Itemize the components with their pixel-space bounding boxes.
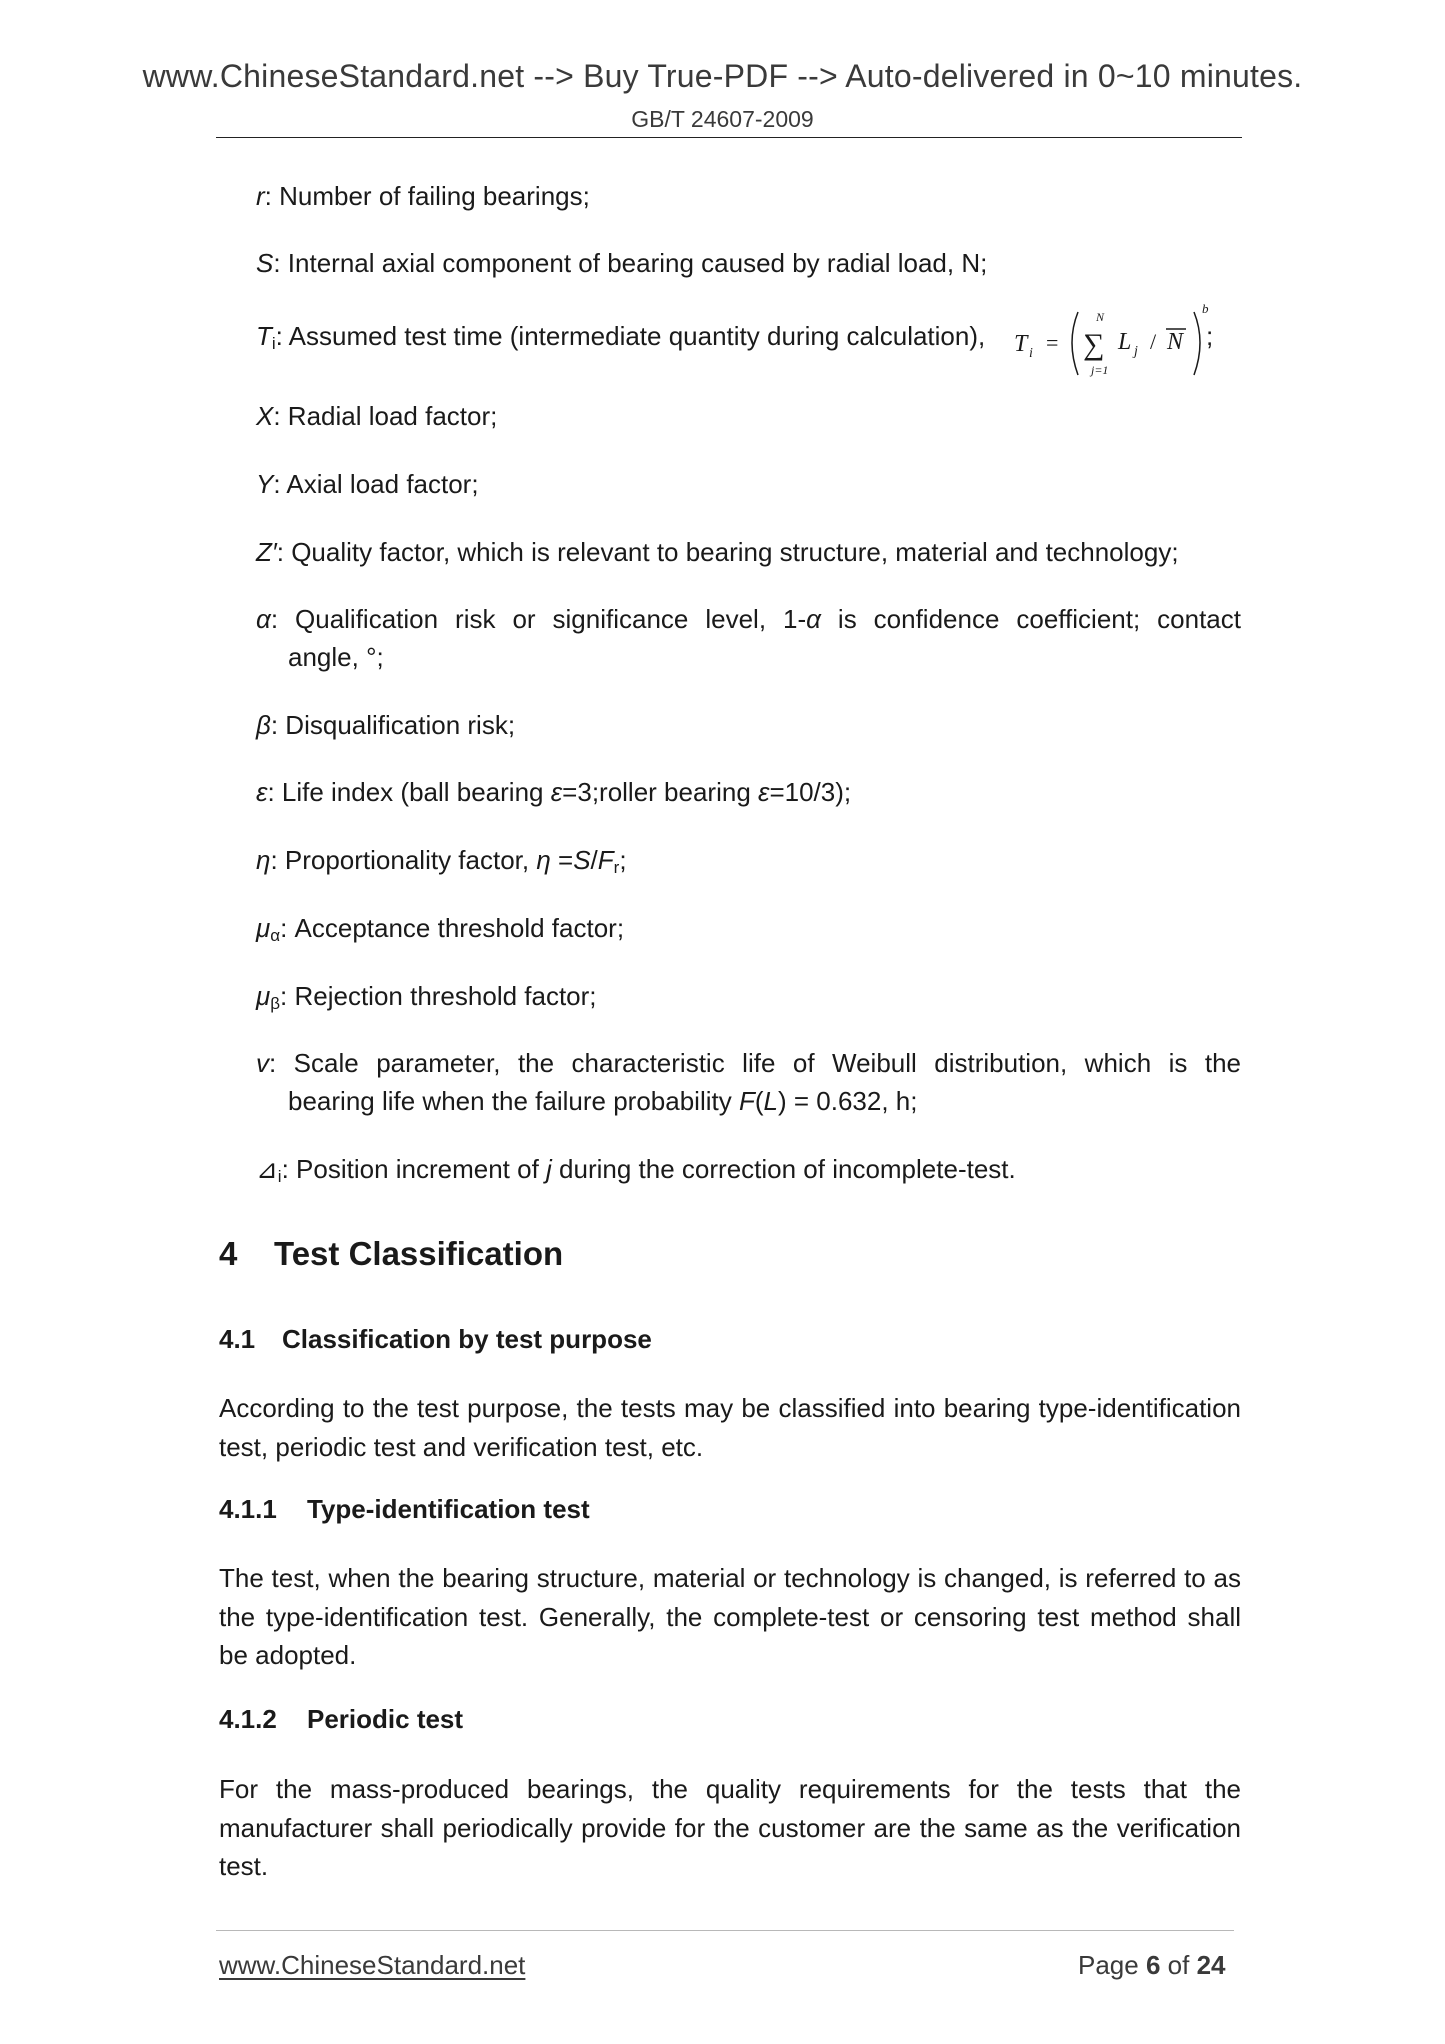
symbol-description: : Radial load factor; (273, 401, 498, 431)
symbol-item-v (256, 1044, 1241, 1120)
formula-mean: N (1167, 329, 1184, 355)
section-title: Classification by test purpose (282, 1324, 652, 1354)
symbol-description: : Number of failing bearings; (264, 181, 590, 211)
header-banner: www.ChineseStandard.net --> Buy True-PDF --> Auto-delivered in 0~10 minutes. (142, 58, 1303, 94)
continuation-text: ) = 0.632, h; (777, 1086, 918, 1116)
symbol-item-epsilon (256, 773, 1241, 811)
symbol-item-mu-beta (256, 977, 1241, 1023)
paragraph-4-1-2: For the mass-produced bearings, the quality requirements for the tests that the manufacturer shall periodically provide for the customer are the same as the verification test. (219, 1774, 1241, 1881)
symbol-item-alpha (256, 600, 1241, 676)
symbol-description: : Internal axial component of bearing caused by radial load, N; (273, 248, 988, 278)
section-heading-4 (219, 1235, 563, 1273)
symbol-name: α (256, 604, 271, 634)
page-of: of (1160, 1950, 1197, 1980)
continuation-text: bearing life when the failure probability (288, 1086, 739, 1116)
symbol-name: r (256, 181, 265, 211)
section-heading-4-1-2 (219, 1704, 463, 1735)
symbol-name: ⊿ (256, 1154, 278, 1184)
symbol-description: : Quality factor, which is relevant to bearing structure, material and technology; (276, 537, 1179, 567)
symbol-subscript: r (613, 858, 620, 877)
paragraph-4-1: According to the test purpose, the tests may be classified into bearing type-identification test, periodic test and verification test, etc. (219, 1393, 1241, 1462)
section-number: 4.1 (219, 1324, 256, 1354)
symbol-name: Z′ (256, 537, 277, 567)
section-number: 4.1.1 (219, 1494, 277, 1524)
symbol-value: = (550, 845, 574, 875)
section-number: 4.1.2 (219, 1704, 277, 1734)
formula-divide: / (1150, 329, 1157, 354)
symbol-subscript: α (270, 926, 281, 945)
symbol-inline: j (546, 1154, 552, 1184)
symbol-item-beta (256, 706, 1241, 744)
section-heading-4-1 (219, 1324, 652, 1355)
symbol-subscript: i (277, 1167, 282, 1186)
symbol-item-z (256, 533, 1241, 571)
footer-site-link[interactable]: www.ChineseStandard.net (219, 1950, 526, 1980)
formula-lhs: T (1014, 331, 1028, 357)
symbol-inline: F (738, 1086, 755, 1116)
symbol-description: : Axial load factor; (273, 469, 479, 499)
symbol-inline: L (763, 1086, 778, 1116)
symbol-description: : Scale parameter, the characteristic life of Weibull distribution, which is the (269, 1048, 1241, 1078)
symbol-name: μ (256, 981, 271, 1011)
symbol-item-mu-alpha (256, 909, 1241, 955)
symbol-description: : Qualification risk or significance level, 1- (270, 604, 807, 634)
section-title: Test Classification (274, 1235, 564, 1272)
section-title: Periodic test (307, 1704, 464, 1734)
footer-divider (216, 1930, 1234, 1931)
symbol-item-y (256, 465, 1241, 503)
symbol-inline: ε (550, 777, 563, 807)
symbol-name: β (256, 710, 271, 740)
symbol-name: T (256, 321, 272, 351)
symbol-item-r (256, 177, 1241, 215)
symbol-value: =10/3); (769, 777, 852, 807)
continuation-text: ( (754, 1086, 764, 1116)
symbol-inline: F (597, 845, 614, 875)
page-indicator (1078, 1950, 1225, 1981)
symbol-name: η (256, 845, 271, 875)
paragraph-4-1-1: The test, when the bearing structure, material or technology is changed, is referred to as the type-identification test. Generally, the complete-test or censoring test method shall be adopted. (219, 1563, 1241, 1670)
symbol-name: ε (256, 777, 268, 807)
formula-equals: = (1046, 330, 1059, 355)
section-title: Type-identification test (307, 1494, 590, 1524)
section-heading-4-1-1 (219, 1494, 590, 1525)
right-paren-icon (1194, 312, 1200, 375)
symbol-item-delta (256, 1150, 1241, 1196)
symbol-description: : Disqualification risk; (270, 710, 516, 740)
symbol-value: ; (619, 845, 627, 875)
formula-exponent: b (1202, 301, 1209, 316)
page-total: 24 (1196, 1950, 1226, 1980)
formula-sum-top: N (1096, 310, 1105, 324)
symbol-name: Y (256, 469, 274, 499)
symbol-description: : Position increment of (281, 1154, 547, 1184)
formula-lhs-sub: i (1029, 346, 1033, 361)
formula-terminator: ; (1206, 321, 1214, 351)
formula-sum-bottom: j=1 (1091, 363, 1109, 377)
header-divider (216, 137, 1242, 138)
ti-formula (1010, 297, 1220, 387)
symbol-description: : Proportionality factor, (270, 845, 537, 875)
symbol-value: =3;roller bearing (562, 777, 759, 807)
symbol-item-ti (256, 317, 1006, 363)
standard-code: GB/T 24607-2009 (631, 106, 814, 132)
sum-icon: ∑ (1083, 328, 1105, 361)
symbol-description: : Rejection threshold factor; (280, 981, 597, 1011)
symbol-description-cont: is confidence coefficient; contact (820, 604, 1241, 634)
symbol-name: v (256, 1048, 269, 1078)
symbol-continuation: angle, °; (288, 642, 384, 672)
symbol-description: : Assumed test time (intermediate quantity during calculation), (275, 321, 986, 351)
symbol-inline: η (536, 845, 551, 875)
page-prefix: Page (1078, 1950, 1146, 1980)
symbol-name: X (256, 401, 274, 431)
symbol-inline: α (806, 604, 821, 634)
formula-term: L (1118, 329, 1132, 355)
symbol-value: / (590, 845, 598, 875)
symbol-subscript: i (271, 334, 276, 353)
symbol-description: : Acceptance threshold factor; (280, 913, 625, 943)
symbol-item-x (256, 397, 1241, 435)
symbol-name: S (256, 248, 274, 278)
symbol-inline: S (573, 845, 591, 875)
formula-term-sub: j (1134, 344, 1138, 359)
symbol-description-cont: during the correction of incomplete-test. (551, 1154, 1016, 1184)
symbol-description: : Life index (ball bearing (267, 777, 551, 807)
symbol-subscript: β (270, 994, 281, 1013)
left-paren-icon (1072, 312, 1078, 375)
symbol-item-eta (256, 841, 1241, 887)
symbol-inline: ε (758, 777, 770, 807)
symbol-name: μ (256, 913, 271, 943)
symbol-continuation (256, 1082, 1241, 1120)
symbol-item-s (256, 244, 1241, 282)
page-number: 6 (1145, 1950, 1161, 1980)
section-number: 4 (219, 1235, 238, 1272)
